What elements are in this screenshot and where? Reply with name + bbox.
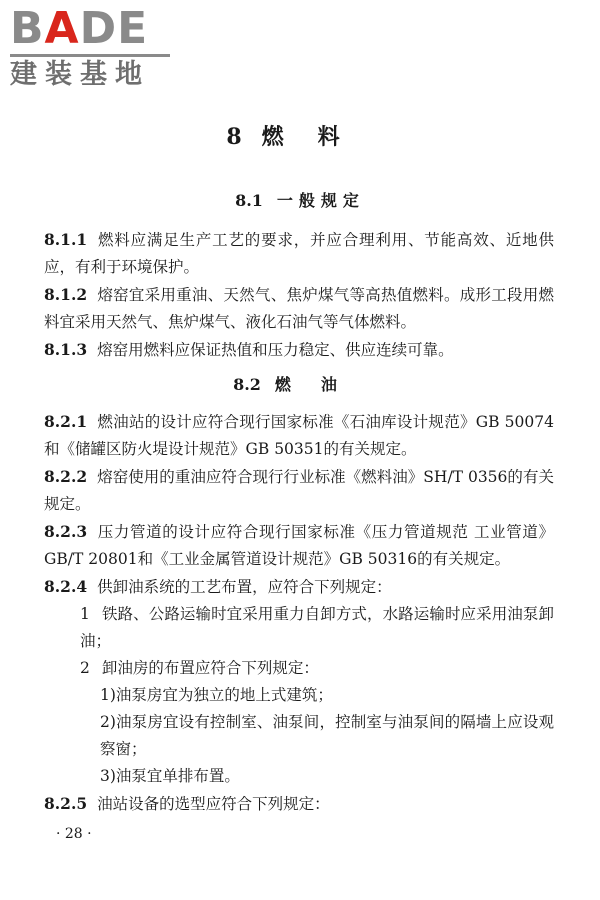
sub-item-1: 1)油泵房宜为独立的地上式建筑； — [100, 686, 333, 704]
clause-8-2-5 — [44, 790, 554, 818]
clause-8-1-2 — [44, 281, 554, 336]
clause-text: 油站设备的选型应符合下列规定： — [97, 795, 330, 813]
section-title-8-1 — [0, 188, 600, 211]
chapter-number: 8 — [226, 124, 244, 150]
clause-text: 燃油站的设计应符合现行国家标准《石油库设计规范》GB 50074和《储罐区防火堤设计规范》GB 50351的有关规定。 — [44, 413, 554, 458]
section-number: 8.1 — [235, 191, 263, 210]
list-item-1 — [44, 601, 554, 655]
clause-number: 8.2.5 — [44, 794, 88, 813]
item-text: 铁路、公路运输时宜采用重力自卸方式，水路运输时应采用油泵卸油； — [80, 605, 554, 650]
logo-wordmark: BADE — [10, 3, 149, 54]
section-title-8-2 — [0, 372, 600, 395]
clause-8-2-2 — [44, 463, 554, 518]
clause-text: 熔窑使用的重油应符合现行行业标准《燃料油》SH/T 0356的有关规定。 — [44, 468, 554, 513]
section-name: 燃油 — [274, 375, 367, 394]
clause-number: 8.2.2 — [44, 467, 88, 486]
clause-8-2-3 — [44, 518, 554, 573]
clause-text: 供卸油系统的工艺布置，应符合下列规定： — [97, 578, 392, 596]
chapter-name: 燃料 — [261, 124, 374, 150]
clause-number: 8.2.3 — [44, 522, 88, 541]
clause-text: 燃料应满足生产工艺的要求，并应合理利用、节能高效、近地供应，有利于环境保护。 — [44, 231, 554, 276]
section-name: 一般规定 — [276, 191, 365, 210]
sub-item-2: 2)油泵房宜设有控制室、油泵间，控制室与油泵间的隔墙上应设观察窗； — [100, 713, 554, 758]
clause-number: 8.2.1 — [44, 412, 88, 431]
logo-subtitle: 建装基地 — [10, 59, 150, 90]
logo-divider — [10, 54, 170, 57]
clause-number: 8.1.2 — [44, 285, 88, 304]
clause-number: 8.2.4 — [44, 577, 88, 596]
page-number: · 28 · — [56, 826, 92, 842]
item-number: 2 — [80, 659, 90, 677]
clause-text: 压力管道的设计应符合现行国家标准《压力管道规范 工业管道》GB/T 20801和《工业金属管道设计规范》GB 50316的有关规定。 — [44, 523, 554, 568]
section-8-2-body — [44, 408, 554, 818]
clause-8-1-1 — [44, 226, 554, 281]
item-number: 1 — [80, 605, 90, 623]
item-text: 卸油房的布置应符合下列规定： — [101, 659, 319, 677]
clause-number: 8.1.1 — [44, 230, 88, 249]
logo — [10, 3, 180, 91]
clause-8-1-3 — [44, 336, 554, 364]
clause-8-2-4 — [44, 573, 554, 601]
logo-accent-letter: A — [44, 3, 80, 54]
sub-item-3: 3)油泵宜单排布置。 — [100, 767, 240, 785]
list-item-2 — [44, 655, 554, 682]
chapter-title — [0, 120, 600, 151]
clause-text: 熔窑用燃料应保证热值和压力稳定、供应连续可靠。 — [97, 341, 454, 359]
section-8-1-body — [44, 226, 554, 364]
clause-8-2-1 — [44, 408, 554, 463]
clause-text: 熔窑宜采用重油、天然气、焦炉煤气等高热值燃料。成形工段用燃料宜采用天然气、焦炉煤气、液化石油气等气体燃料。 — [44, 286, 554, 331]
section-number: 8.2 — [233, 375, 261, 394]
clause-number: 8.1.3 — [44, 340, 88, 359]
